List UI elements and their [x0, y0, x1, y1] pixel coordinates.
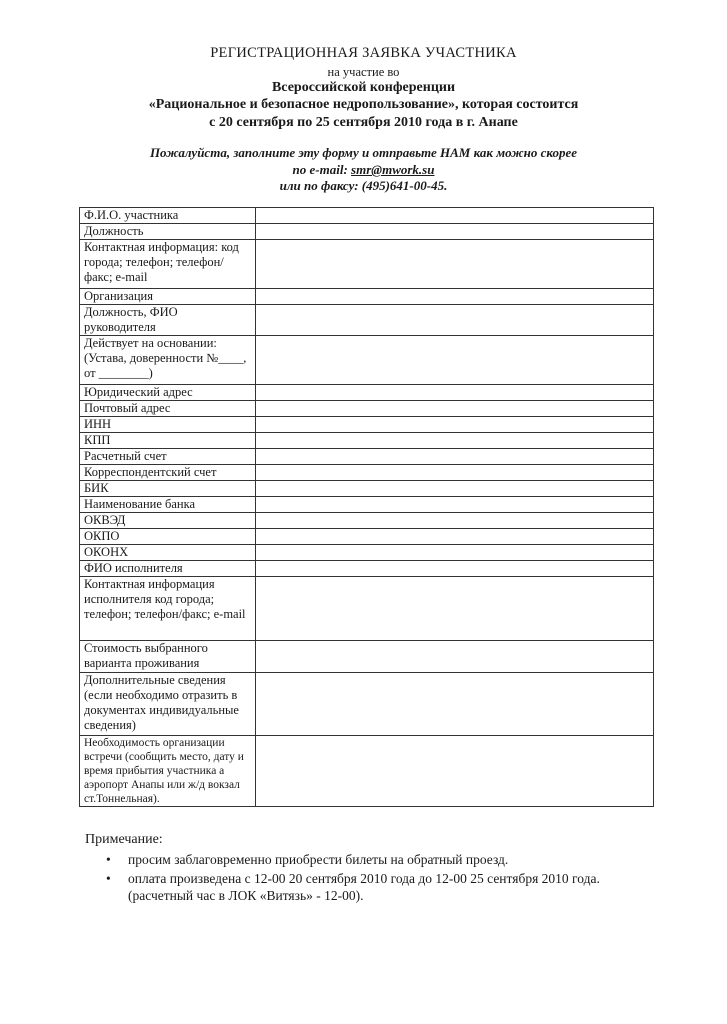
- field-label-legal-address: Юридический адрес: [80, 385, 256, 401]
- notes-list: [100, 851, 660, 906]
- field-value-settlement-account[interactable]: [256, 449, 654, 465]
- field-label-position: Должность: [80, 224, 256, 240]
- field-value-accommodation-cost[interactable]: [256, 641, 654, 673]
- notes-title: Примечание:: [85, 832, 163, 847]
- note-text: оплата произведена с 12-00 20 сентября 2010 года до 12-00 25 сентября 2010 года. (расчетный час в ЛОК «Витязь» - 12-00).: [128, 871, 600, 903]
- field-value-executor-name[interactable]: [256, 561, 654, 577]
- conference-name: «Рациональное и безопасное недропользование», которая состоится: [148, 97, 579, 112]
- field-label-bank-name: Наименование банка: [80, 497, 256, 513]
- field-value-additional-info[interactable]: [256, 673, 654, 736]
- table-row: [80, 641, 654, 673]
- conference-label: Всероссийской конференции: [271, 80, 456, 95]
- field-value-correspondent-account[interactable]: [256, 465, 654, 481]
- table-row: [80, 417, 654, 433]
- field-value-inn[interactable]: [256, 417, 654, 433]
- table-row: [80, 240, 654, 289]
- table-row: [80, 513, 654, 529]
- field-value-participant-name[interactable]: [256, 208, 654, 224]
- field-label-additional-info: Дополнительные сведения (если необходимо отразить в документах индивидуальные сведения): [80, 673, 256, 736]
- table-row: [80, 736, 654, 807]
- field-value-bank-name[interactable]: [256, 497, 654, 513]
- table-row: [80, 561, 654, 577]
- table-row: [80, 224, 654, 240]
- form-title: РЕГИСТРАЦИОННАЯ ЗАЯВКА УЧАСТНИКА: [210, 45, 517, 61]
- field-label-participant-name: Ф.И.О. участника: [80, 208, 256, 224]
- field-label-kpp: КПП: [80, 433, 256, 449]
- table-row: [80, 289, 654, 305]
- field-value-kpp[interactable]: [256, 433, 654, 449]
- email-link[interactable]: smr@mwork.su: [351, 162, 435, 177]
- field-value-okpo[interactable]: [256, 529, 654, 545]
- table-row: [80, 529, 654, 545]
- table-row: [80, 401, 654, 417]
- table-row: [80, 465, 654, 481]
- form-subtitle: на участие во: [327, 65, 400, 79]
- field-value-meeting-needed[interactable]: [256, 736, 654, 807]
- table-row: [80, 305, 654, 336]
- field-label-meeting-needed: Необходимость организации встречи (сообщить место, дату и время прибытия участника а аэропорт Анапы или ж/д вокзал ст.Тоннельная).: [80, 736, 256, 807]
- list-item: [100, 851, 660, 868]
- field-value-organization[interactable]: [256, 289, 654, 305]
- field-label-acts-basis: Действует на основании: (Устава, доверенности №____, от ________): [80, 336, 256, 385]
- fax-line: или по факсу: (495)641-00-45.: [279, 178, 448, 193]
- table-row: [80, 385, 654, 401]
- table-row: [80, 497, 654, 513]
- field-label-postal-address: Почтовый адрес: [80, 401, 256, 417]
- table-row: [80, 433, 654, 449]
- field-label-okpo: ОКПО: [80, 529, 256, 545]
- table-row: [80, 481, 654, 497]
- table-row: [80, 208, 654, 224]
- field-label-bik: БИК: [80, 481, 256, 497]
- field-label-executor-contact: Контактная информация исполнителя код города; телефон; телефон/факс; e-mail: [80, 577, 256, 641]
- table-row: [80, 336, 654, 385]
- field-label-settlement-account: Расчетный счет: [80, 449, 256, 465]
- table-row: [80, 545, 654, 561]
- field-value-executor-contact[interactable]: [256, 577, 654, 641]
- conference-dates: с 20 сентября по 25 сентября 2010 года в г. Анапе: [209, 115, 518, 130]
- field-label-inn: ИНН: [80, 417, 256, 433]
- field-value-okved[interactable]: [256, 513, 654, 529]
- field-value-position[interactable]: [256, 224, 654, 240]
- field-label-okved: ОКВЭД: [80, 513, 256, 529]
- table-row: [80, 673, 654, 736]
- email-prefix: по e-mail:: [292, 162, 352, 177]
- field-value-contact-info[interactable]: [256, 240, 654, 289]
- field-value-acts-basis[interactable]: [256, 336, 654, 385]
- field-value-postal-address[interactable]: [256, 401, 654, 417]
- field-label-okonh: ОКОНХ: [80, 545, 256, 561]
- field-value-okonh[interactable]: [256, 545, 654, 561]
- field-label-accommodation-cost: Стоимость выбранного варианта проживания: [80, 641, 256, 673]
- field-value-head-position[interactable]: [256, 305, 654, 336]
- field-label-correspondent-account: Корреспондентский счет: [80, 465, 256, 481]
- email-line: [0, 162, 727, 178]
- instruction-text: Пожалуйста, заполните эту форму и отправьте НАМ как можно скорее: [149, 145, 578, 160]
- bullet-icon: •: [106, 852, 111, 867]
- field-label-head-position: Должность, ФИО руководителя: [80, 305, 256, 336]
- registration-table: [79, 207, 654, 807]
- list-item: [100, 870, 660, 904]
- note-text: просим заблаговременно приобрести билеты на обратный проезд.: [128, 852, 509, 867]
- field-label-contact-info: Контактная информация: код города; телефон; телефон/факс; e-mail: [80, 240, 256, 289]
- bullet-icon: •: [106, 871, 111, 886]
- field-label-executor-name: ФИО исполнителя: [80, 561, 256, 577]
- table-row: [80, 577, 654, 641]
- field-value-bik[interactable]: [256, 481, 654, 497]
- field-value-legal-address[interactable]: [256, 385, 654, 401]
- field-label-organization: Организация: [80, 289, 256, 305]
- table-row: [80, 449, 654, 465]
